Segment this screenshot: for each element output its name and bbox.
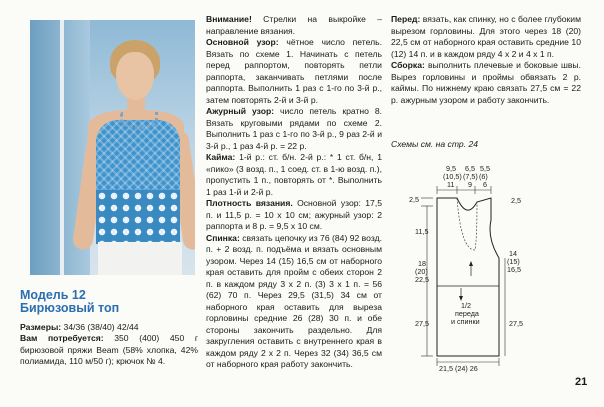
garment-outline [437, 198, 499, 356]
attention-paragraph [206, 14, 382, 37]
main-pattern-text: чётное число петель. Вязать по схеме 1. Начинать с петель перед раппортом, повторять петли раппорта, заканчивать петлями после раппорта. Выполнить 1 раз с 1-го по 3-й р., затем повторять 2-й и 3-й р. [206, 37, 382, 105]
dim-shoulder-height: 2,5 [409, 195, 419, 204]
model-title [20, 289, 200, 315]
edge-label: Кайма: [206, 152, 236, 162]
dim-shoulder-3: 11 [447, 180, 455, 189]
attention-label: Внимание! [206, 14, 252, 24]
back-paragraph [206, 233, 382, 371]
main-pattern-paragraph [206, 37, 382, 106]
front-paragraph [391, 14, 581, 60]
dim-strap-1: 5,5 [480, 164, 490, 173]
schematic-caption-3: и спинки [451, 317, 480, 326]
dim-strap-2: (6) [479, 172, 488, 181]
dim-bottom-width: 21,5 (24) 26 [439, 364, 478, 373]
dim-shoulder-1: 9,5 [446, 164, 456, 173]
dim-shoulder-2: (10,5) [443, 172, 462, 181]
density-label: Плотность вязания. [206, 198, 293, 208]
edge-paragraph [206, 152, 382, 198]
openwork-text: число петель кратно 8. Вязать круговыми рядами по схеме 2. Выполнить 1 раз с 1-го по 3-й р., 9 раз 2-й и 3-й р., 1 раз 4-й р. = 22 р. [206, 106, 383, 151]
garment-schematic [391, 158, 601, 373]
photo-necklace [120, 112, 158, 129]
needed-value: 350 (400) 450 г бирюзовой пряжи Beam (58% хлопка, 42% полиамида, 110 м/50 г); крючок № 4. [20, 333, 198, 366]
photo-top-lace-border [96, 190, 180, 244]
dim-front-neck-1: 18 [418, 259, 426, 268]
photo-face [116, 52, 154, 100]
back-label: Спинка: [206, 232, 240, 243]
model-photo [30, 20, 195, 275]
dim-side-1: 14 [509, 249, 517, 258]
dim-side-3: 16,5 [507, 265, 521, 274]
dim-neck-3: 9 [468, 180, 472, 189]
needed-label: Вам потребуется: [20, 333, 104, 344]
schematic-caption-1: 1/2 [461, 301, 471, 310]
edge-text: 1-й р.: ст. б/н. 2-й р.: * 1 ст. б/н, 1 «пико» (3 возд. п., 1 соед. ст. в 1-ю возд. п.), пропустить 1 п., повторять от *. Выполнить 1 раз 1-й и 2-й р. [206, 152, 382, 197]
dim-lower-height-right: 27,5 [509, 319, 523, 328]
dim-neck-2: (7,5) [463, 172, 478, 181]
dim-armhole-height: 11,5 [415, 227, 429, 236]
schemes-reference: Схемы см. на стр. 24 [391, 139, 479, 149]
sizes-value: 34/36 (38/40) 42/44 [61, 322, 139, 332]
photo-white-pants [98, 242, 182, 275]
sizes-label: Размеры: [20, 322, 62, 332]
direction-arrowhead-upper [469, 261, 473, 266]
dim-side-2: (15) [507, 257, 520, 266]
main-pattern-label: Основной узор: [206, 37, 279, 47]
density-paragraph [206, 198, 382, 233]
instructions-column-right [391, 14, 581, 106]
model-name: Бирюзовый топ [20, 301, 120, 315]
model-number: Модель 12 [20, 288, 86, 302]
sizes-line [20, 322, 198, 333]
front-text: вязать, как спинку, но с более глубоким вырезом горловины. Для этого через 18 (20) 22,5 см от наборного края оставить средние 10 (12) 14 п. и в каждом ряду 4 х 2 и 4 х 1 п. [391, 14, 581, 59]
dim-front-neck-3: 22,5 [415, 275, 429, 284]
assembly-text: выполнить плечевые и боковые швы. Вырез горловины и проймы обвязать 2 р. каймы. По нижнему краю связать 27,5 см = 22 р. ажурным узором и работу закончить. [391, 60, 581, 105]
assembly-paragraph [391, 60, 581, 106]
dim-lower-height-left: 27,5 [415, 319, 429, 328]
dim-neck-1: 6,5 [465, 164, 475, 173]
schematic-caption-2: переда [455, 309, 479, 318]
dim-top-height-right: 2,5 [511, 196, 521, 205]
materials-block [20, 322, 198, 367]
openwork-label: Ажурный узор: [206, 106, 275, 116]
density-text: Основной узор: 17,5 п. и 11,5 р. = 10 х 10 см; ажурный узор: 2 раппорта и 8 р. = 9,5 х 10 см. [206, 198, 382, 231]
attention-text: Стрелки на выкройке – направление вязания. [206, 14, 382, 36]
dim-front-neck-2: (20) [415, 267, 428, 276]
dim-strap-3: 6 [483, 180, 487, 189]
openwork-paragraph [206, 106, 382, 152]
needed-line [20, 333, 198, 367]
page-number: 21 [575, 376, 588, 388]
photo-window-frame [60, 20, 64, 275]
instructions-column-middle [206, 14, 382, 371]
back-text: связать цепочку из 76 (84) 92 возд. п. + 2 возд. п. подъёма и вязать основным узором. Через 14 (15) 16,5 см от наборного края оставить для пройм с обеих сторон 2 п. в каждом ряду 3 х 2 п. (3) 3 х 1 п. = 56 (62) 70 п. Через 29,5 (31,5) 34 см от наборного края оставить для выреза горловины средние 26 (28) 30 п. и обе стороны закончить раздельно. Для закругления оставить с внутреннего края в каждом ряду 2 х 2 п. Через 32 (34) 36,5 см от наборного края работу закончить. [206, 232, 382, 369]
assembly-label: Сборка: [391, 60, 425, 70]
front-label: Перед: [391, 14, 421, 24]
